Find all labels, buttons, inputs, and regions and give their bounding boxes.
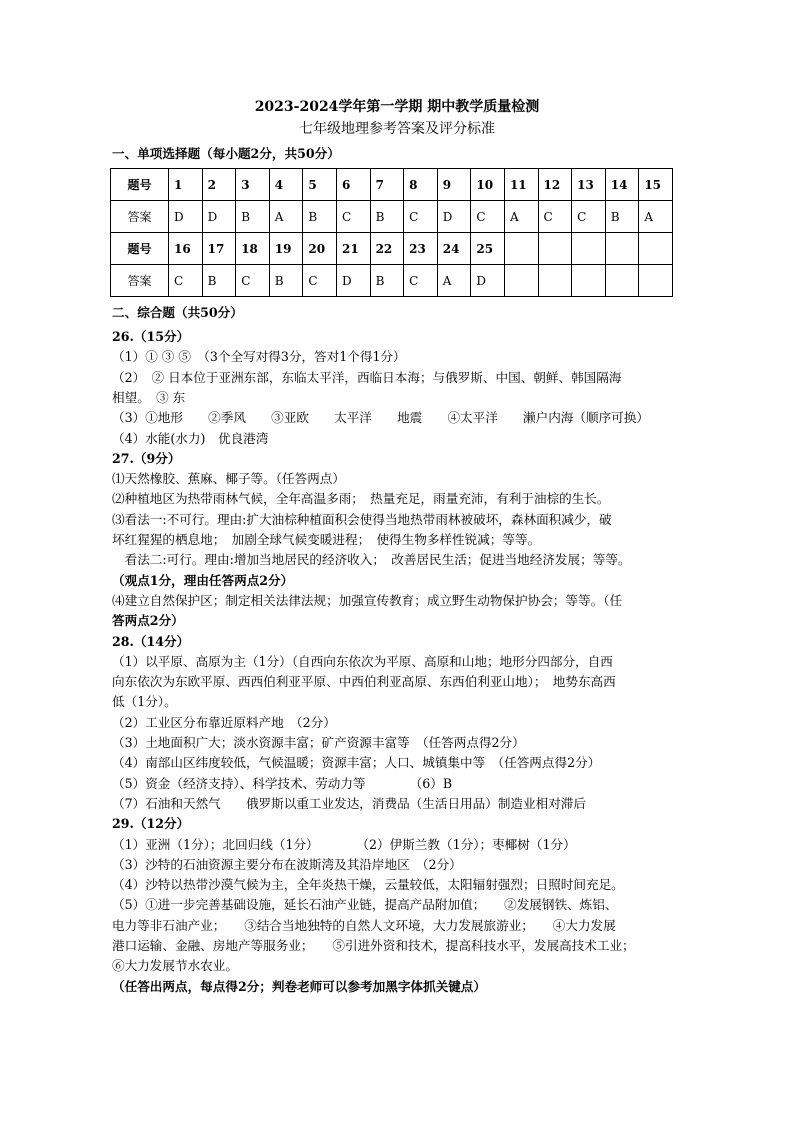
question-number-cell: 13 bbox=[572, 169, 606, 201]
answer-line: （任答出两点，每点得2分；判卷老师可以参考加黑字体抓关键点） bbox=[112, 978, 486, 994]
question-number-cell: 1 bbox=[169, 169, 203, 201]
answer-line: ⑶看法一:不可行。理由:扩大油棕种植面积会使得当地热带雨林被破坏，森林面积减少，破 bbox=[112, 511, 612, 527]
answer-cell: C bbox=[572, 201, 606, 233]
answer-line: （1）亚洲（1分）；北回归线（1分） （2）伊斯兰教（1分）；枣椰树（1分） bbox=[112, 836, 576, 852]
question-number-cell: 25 bbox=[471, 233, 505, 265]
question-number-cell: 16 bbox=[169, 233, 203, 265]
question-number-cell: 4 bbox=[269, 169, 303, 201]
question-number-cell: 11 bbox=[504, 169, 538, 201]
answer-cell bbox=[639, 265, 673, 297]
question-number-cell: 6 bbox=[336, 169, 370, 201]
answer-line: （5）①进一步完善基础设施，延长石油产业链，提高产品附加值； ②发展钢铁、炼铝、 bbox=[112, 897, 618, 913]
question-number-cell: 5 bbox=[303, 169, 337, 201]
answer-line: 答两点2分） bbox=[112, 613, 184, 629]
question-number-cell: 12 bbox=[538, 169, 572, 201]
answer-cell: C bbox=[336, 201, 370, 233]
question-number-cell: 20 bbox=[303, 233, 337, 265]
answer-cell bbox=[572, 265, 606, 297]
answer-cell: C bbox=[236, 265, 270, 297]
question-number-cell: 3 bbox=[236, 169, 270, 201]
question-number-cell: 9 bbox=[437, 169, 471, 201]
answer-cell: B bbox=[370, 265, 404, 297]
answer-line: 低（1分）。 bbox=[112, 694, 177, 710]
question-number-cell: 24 bbox=[437, 233, 471, 265]
question-number-cell: 2 bbox=[202, 169, 236, 201]
question-number-cell: 8 bbox=[404, 169, 438, 201]
question-number-cell bbox=[639, 233, 673, 265]
answer-line: （3）①地形 ②季风 ③亚欧 太平洋 地震 ④太平洋 濑户内海（顺序可换） bbox=[112, 410, 649, 426]
question-number-cell: 10 bbox=[471, 169, 505, 201]
answer-cell: C bbox=[404, 265, 438, 297]
answer-cell bbox=[504, 265, 538, 297]
question-number-cell: 22 bbox=[370, 233, 404, 265]
answer-cell: A bbox=[269, 201, 303, 233]
question-number-cell: 17 bbox=[202, 233, 236, 265]
answer-cell: C bbox=[169, 265, 203, 297]
answer-cell: B bbox=[269, 265, 303, 297]
answer-line: 看法二:可行。理由:增加当地居民的经济收入； 改善居民生活；促进当地经济发展；等等。 bbox=[112, 552, 631, 568]
answer-cell: D bbox=[336, 265, 370, 297]
question-number-cell: 14 bbox=[605, 169, 639, 201]
answer-line: （2） ② 日本位于亚洲东部，东临太平洋，西临日本海；与俄罗斯、中国、朝鲜、韩国隔海 bbox=[112, 369, 622, 385]
answer-line: ⑷建立自然保护区；制定相关法律法规；加强宣传教育；成立野生动物保护协会；等等。（任 bbox=[112, 592, 623, 608]
answer-cell: D bbox=[437, 201, 471, 233]
question-number-cell bbox=[538, 233, 572, 265]
question-number-cell bbox=[605, 233, 639, 265]
answer-line: 29.（12分） bbox=[112, 816, 190, 832]
question-number-cell: 15 bbox=[639, 169, 673, 201]
answer-row bbox=[111, 201, 673, 233]
answer-line: ⑵种植地区为热带雨林气候，全年高温多雨； 热量充足，雨量充沛，有利于油棕的生长。 bbox=[112, 491, 610, 507]
answer-line: 电力等非石油产业； ③结合当地独特的自然人文环境，大力发展旅游业； ④大力发展 bbox=[112, 917, 616, 933]
answer-cell bbox=[605, 265, 639, 297]
answer-line: （3）沙特的石油资源主要分布在波斯湾及其沿岸地区 （2分） bbox=[112, 856, 462, 872]
answer-line: 27.（9分） bbox=[112, 450, 181, 466]
answer-line: （3）土地面积广大；淡水资源丰富；矿产资源丰富等 （任答两点得2分） bbox=[112, 735, 525, 750]
answer-line: （4）沙特以热带沙漠气候为主，全年炎热干燥，云量较低，太阳辐射强烈；日照时间充足。 bbox=[112, 877, 624, 893]
answer-line: （4）水能(水力) 优良港湾 bbox=[112, 430, 269, 446]
answer-cell: C bbox=[303, 265, 337, 297]
answer-line: ⑥大力发展节水农业。 bbox=[112, 958, 238, 974]
row-label-answer: 答案 bbox=[111, 265, 169, 297]
answer-line: （观点1分，理由任答两点2分） bbox=[112, 572, 294, 588]
question-number-cell bbox=[572, 233, 606, 265]
answer-line: 向东依次为东欧平原、西西伯利亚平原、中西伯利亚高原、东西伯利亚山地）； 地势东高西 bbox=[112, 674, 616, 690]
answer-line: 26.（15分） bbox=[112, 329, 190, 344]
section1-heading: 一、单项选择题（每小题2分，共50分） bbox=[112, 146, 340, 161]
answer-cell: A bbox=[504, 201, 538, 233]
answer-line: ⑴天然橡胶、蕉麻、椰子等。（任答两点） bbox=[112, 471, 345, 487]
question-number-cell: 21 bbox=[336, 233, 370, 265]
answer-line: （1）以平原、高原为主（1分）（自西向东依次为平原、高原和山地；地形分四部分，自西 bbox=[112, 653, 613, 669]
question-number-cell: 19 bbox=[269, 233, 303, 265]
answer-line: （2）工业区分布靠近原料产地 （2分） bbox=[112, 714, 336, 730]
answer-cell: B bbox=[605, 201, 639, 233]
row-label-question: 题号 bbox=[111, 169, 169, 201]
doc-title: 2023-2024学年第一学期 期中教学质量检测 bbox=[254, 99, 540, 115]
answer-line: （5）资金（经济支持）、科学技术、劳动力等 （6）B bbox=[112, 775, 453, 791]
row-label-question: 题号 bbox=[111, 233, 169, 265]
doc-subtitle: 七年级地理参考答案及评分标准 bbox=[299, 121, 495, 137]
answer-cell bbox=[538, 265, 572, 297]
answer-cell: B bbox=[202, 265, 236, 297]
question-number-cell bbox=[504, 233, 538, 265]
answer-cell: D bbox=[202, 201, 236, 233]
answer-line: （1）① ③ ⑤ （3个全写对得3分，答对1个得1分） bbox=[112, 349, 406, 365]
answer-line: （4）南部山区纬度较低，气候温暖；资源丰富；人口、城镇集中等 （任答两点得2分） bbox=[112, 755, 601, 771]
question-number-row bbox=[111, 233, 673, 265]
answer-cell: C bbox=[538, 201, 572, 233]
question-number-cell: 23 bbox=[404, 233, 438, 265]
answer-row bbox=[111, 265, 673, 297]
answer-cell: A bbox=[437, 265, 471, 297]
answer-cell: A bbox=[639, 201, 673, 233]
answer-cell: C bbox=[404, 201, 438, 233]
answer-cell: B bbox=[303, 201, 337, 233]
row-label-answer: 答案 bbox=[111, 201, 169, 233]
answer-cell: B bbox=[370, 201, 404, 233]
question-number-row bbox=[111, 169, 673, 201]
question-number-cell: 7 bbox=[370, 169, 404, 201]
answer-cell: D bbox=[471, 265, 505, 297]
answer-line: （7）石油和天然气 俄罗斯以重工业发达，消费品（生活日用品）制造业相对滞后 bbox=[112, 795, 586, 811]
question-number-cell: 18 bbox=[236, 233, 270, 265]
answer-line: 坏红猩猩的栖息地； 加剧全球气候变暖进程； 使得生物多样性锐减；等等。 bbox=[112, 532, 541, 547]
answer-cell: B bbox=[236, 201, 270, 233]
answer-line: 港口运输、金融、房地产等服务业； ⑤引进外资和技术，提高科技水平，发展高技术工业； bbox=[112, 938, 635, 953]
answer-cell: D bbox=[169, 201, 203, 233]
answer-line: 28.（14分） bbox=[112, 633, 190, 649]
answer-cell: C bbox=[471, 201, 505, 233]
answer-line: 相望。 ③ 东 bbox=[112, 389, 186, 405]
answer-table bbox=[110, 168, 673, 297]
section2-heading: 二、综合题（共50分） bbox=[112, 305, 243, 320]
